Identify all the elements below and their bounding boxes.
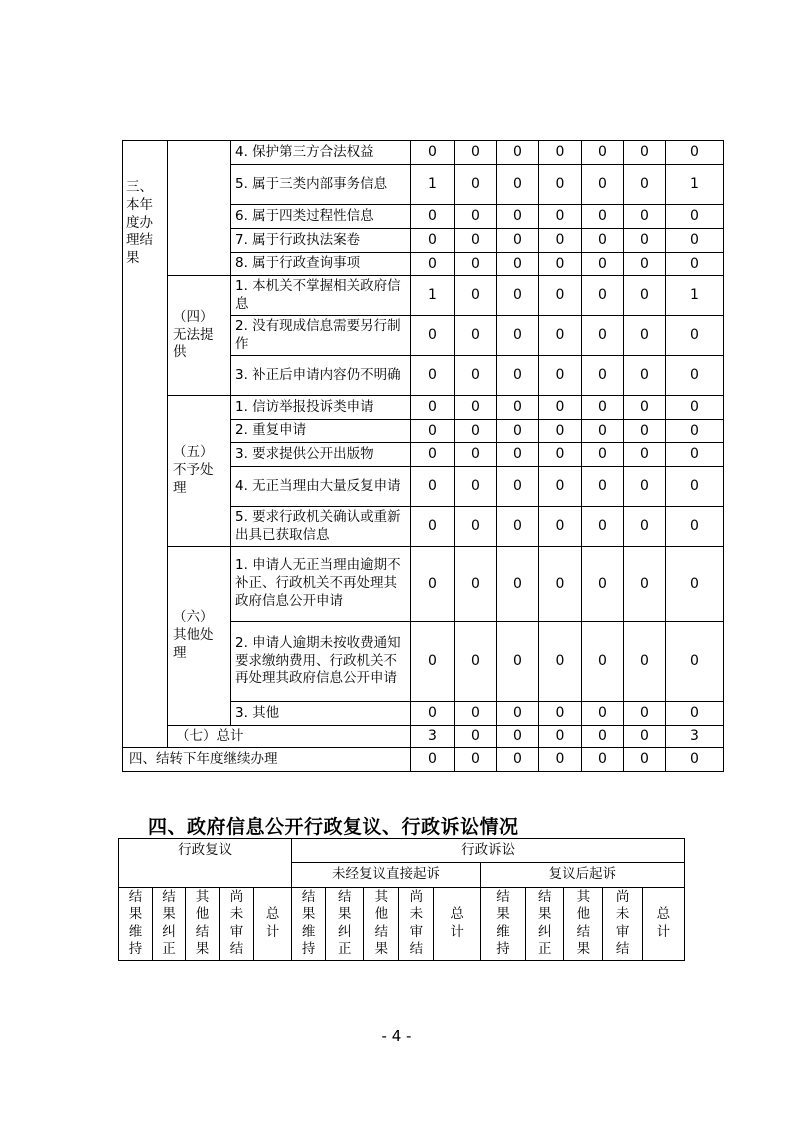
row-label: 7. 属于行政执法案卷 bbox=[231, 229, 411, 253]
vertical-label: 总计 bbox=[450, 906, 464, 940]
carry-over-row bbox=[123, 748, 724, 772]
value-cell: 0 bbox=[582, 165, 624, 205]
value-cell: 0 bbox=[497, 467, 539, 507]
table-row bbox=[119, 839, 685, 863]
section3-label-body: 本年度办理结果 bbox=[126, 196, 153, 267]
value-cell: 0 bbox=[539, 726, 582, 748]
total-label: （七）总计 bbox=[168, 726, 411, 748]
value-cell: 0 bbox=[582, 356, 624, 396]
column-header bbox=[326, 888, 364, 961]
direct-suit-header: 未经复议直接起诉 bbox=[292, 863, 481, 888]
value-cell: 0 bbox=[455, 165, 497, 205]
row-label: 1. 本机关不掌握相关政府信息 bbox=[231, 276, 411, 316]
table-row bbox=[123, 396, 724, 420]
row-label: 2. 没有现成信息需要另行制作 bbox=[231, 316, 411, 356]
value-cell: 0 bbox=[624, 702, 666, 726]
value-cell: 0 bbox=[624, 443, 666, 467]
value-cell: 0 bbox=[411, 141, 455, 165]
category-label: （四）无法提供 bbox=[173, 308, 214, 361]
value-cell: 0 bbox=[666, 420, 724, 443]
value-cell: 0 bbox=[624, 748, 666, 772]
value-cell: 0 bbox=[455, 141, 497, 165]
value-cell: 0 bbox=[539, 316, 582, 356]
value-cell: 0 bbox=[497, 205, 539, 229]
value-cell: 1 bbox=[411, 276, 455, 316]
value-cell: 0 bbox=[666, 443, 724, 467]
value-cell: 0 bbox=[455, 702, 497, 726]
column-header bbox=[254, 888, 292, 961]
column-header bbox=[220, 888, 254, 961]
value-cell: 0 bbox=[411, 702, 455, 726]
value-cell: 0 bbox=[539, 165, 582, 205]
value-cell: 0 bbox=[539, 229, 582, 253]
value-cell: 0 bbox=[582, 748, 624, 772]
value-cell: 0 bbox=[624, 547, 666, 622]
value-cell: 0 bbox=[539, 276, 582, 316]
value-cell: 0 bbox=[539, 141, 582, 165]
value-cell: 0 bbox=[455, 229, 497, 253]
value-cell: 0 bbox=[497, 622, 539, 702]
column-header bbox=[119, 888, 153, 961]
value-cell: 0 bbox=[497, 229, 539, 253]
value-cell: 0 bbox=[666, 141, 724, 165]
value-cell: 0 bbox=[582, 276, 624, 316]
value-cell: 0 bbox=[582, 702, 624, 726]
value-cell: 0 bbox=[497, 547, 539, 622]
value-cell: 0 bbox=[455, 467, 497, 507]
value-cell: 0 bbox=[411, 356, 455, 396]
value-cell: 0 bbox=[497, 726, 539, 748]
row-label: 4. 保护第三方合法权益 bbox=[231, 141, 411, 165]
vertical-label: 结果维持 bbox=[128, 889, 143, 957]
value-cell: 0 bbox=[411, 420, 455, 443]
value-cell: 0 bbox=[411, 396, 455, 420]
vertical-label: 尚未审结 bbox=[409, 889, 424, 957]
total-row bbox=[123, 726, 724, 748]
table-row bbox=[123, 141, 724, 165]
value-cell: 0 bbox=[624, 276, 666, 316]
value-cell: 0 bbox=[539, 702, 582, 726]
column-header bbox=[153, 888, 186, 961]
value-cell: 0 bbox=[455, 547, 497, 622]
value-cell: 0 bbox=[539, 547, 582, 622]
vertical-label: 结果纠正 bbox=[338, 889, 352, 957]
section3-label-head: 三、 bbox=[126, 179, 153, 195]
value-cell: 0 bbox=[411, 547, 455, 622]
value-cell: 0 bbox=[497, 316, 539, 356]
value-cell: 0 bbox=[582, 229, 624, 253]
column-header bbox=[480, 888, 525, 961]
value-cell: 0 bbox=[411, 748, 455, 772]
value-cell: 0 bbox=[582, 253, 624, 276]
row-label: 5. 要求行政机关确认或重新出具已获取信息 bbox=[231, 507, 411, 547]
vertical-label: 总计 bbox=[265, 906, 280, 940]
value-cell: 0 bbox=[455, 443, 497, 467]
row-label: 8. 属于行政查询事项 bbox=[231, 253, 411, 276]
value-cell: 0 bbox=[582, 420, 624, 443]
row-label: 3. 要求提供公开出版物 bbox=[231, 443, 411, 467]
category-label: （五）不予处理 bbox=[173, 444, 214, 496]
column-header bbox=[564, 888, 603, 961]
vertical-label: 其他结果 bbox=[374, 889, 389, 957]
value-cell: 0 bbox=[624, 165, 666, 205]
value-cell: 0 bbox=[411, 316, 455, 356]
value-cell: 0 bbox=[539, 748, 582, 772]
application-handling-table bbox=[122, 140, 724, 772]
value-cell: 0 bbox=[582, 622, 624, 702]
value-cell: 0 bbox=[666, 316, 724, 356]
value-cell: 1 bbox=[666, 165, 724, 205]
admin-review-header: 行政复议 bbox=[119, 839, 292, 888]
value-cell: 0 bbox=[624, 726, 666, 748]
value-cell: 1 bbox=[411, 165, 455, 205]
value-cell: 0 bbox=[666, 622, 724, 702]
value-cell: 0 bbox=[539, 507, 582, 547]
vertical-label: 总计 bbox=[656, 906, 671, 940]
group6-category bbox=[168, 547, 231, 726]
value-cell: 0 bbox=[624, 205, 666, 229]
value-cell: 0 bbox=[666, 467, 724, 507]
value-cell: 0 bbox=[666, 253, 724, 276]
value-cell: 0 bbox=[582, 726, 624, 748]
row-label: 2. 申请人逾期未按收费通知要求缴纳费用、行政机关不再处理其政府信息公开申请 bbox=[231, 622, 411, 702]
row-label: 2. 重复申请 bbox=[231, 420, 411, 443]
value-cell: 0 bbox=[582, 467, 624, 507]
value-cell: 0 bbox=[497, 253, 539, 276]
row-label: 4. 无正当理由大量反复申请 bbox=[231, 467, 411, 507]
value-cell: 0 bbox=[624, 622, 666, 702]
value-cell: 0 bbox=[539, 467, 582, 507]
row-label: 3. 补正后申请内容仍不明确 bbox=[231, 356, 411, 396]
value-cell: 0 bbox=[666, 547, 724, 622]
value-cell: 0 bbox=[411, 253, 455, 276]
value-cell: 0 bbox=[539, 443, 582, 467]
value-cell: 0 bbox=[666, 748, 724, 772]
value-cell: 0 bbox=[539, 205, 582, 229]
review-litigation-table bbox=[118, 838, 685, 961]
value-cell: 0 bbox=[497, 420, 539, 443]
row-label: 5. 属于三类内部事务信息 bbox=[231, 165, 411, 205]
value-cell: 0 bbox=[624, 467, 666, 507]
vertical-label: 结果维持 bbox=[301, 889, 316, 957]
litigation-header: 行政诉讼 bbox=[292, 839, 685, 863]
value-cell: 0 bbox=[582, 396, 624, 420]
vertical-label: 结果纠正 bbox=[537, 889, 552, 957]
value-cell: 0 bbox=[455, 356, 497, 396]
value-cell: 0 bbox=[455, 507, 497, 547]
value-cell: 0 bbox=[539, 356, 582, 396]
row-label: 3. 其他 bbox=[231, 702, 411, 726]
value-cell: 0 bbox=[666, 702, 724, 726]
column-header bbox=[364, 888, 399, 961]
value-cell: 0 bbox=[582, 205, 624, 229]
table-row bbox=[119, 888, 685, 961]
value-cell: 0 bbox=[624, 356, 666, 396]
value-cell: 0 bbox=[455, 748, 497, 772]
value-cell: 3 bbox=[666, 726, 724, 748]
value-cell: 0 bbox=[497, 276, 539, 316]
value-cell: 0 bbox=[582, 316, 624, 356]
column-header bbox=[399, 888, 434, 961]
value-cell: 3 bbox=[411, 726, 455, 748]
value-cell: 0 bbox=[497, 356, 539, 396]
column-header bbox=[603, 888, 642, 961]
value-cell: 0 bbox=[455, 253, 497, 276]
value-cell: 0 bbox=[497, 141, 539, 165]
vertical-label: 其他结果 bbox=[195, 889, 210, 957]
vertical-label: 其他结果 bbox=[576, 889, 591, 957]
vertical-label: 尚未审结 bbox=[615, 889, 630, 957]
page-number: - 4 - bbox=[381, 1027, 412, 1045]
value-cell: 0 bbox=[624, 253, 666, 276]
value-cell: 0 bbox=[497, 748, 539, 772]
post-review-suit-header: 复议后起诉 bbox=[480, 863, 684, 888]
section-title: 四、政府信息公开行政复议、行政诉讼情况 bbox=[148, 816, 519, 838]
value-cell: 0 bbox=[666, 356, 724, 396]
category-label: （六）其他处理 bbox=[173, 609, 214, 661]
table-row bbox=[123, 547, 724, 622]
value-cell: 0 bbox=[411, 467, 455, 507]
row-label: 1. 申请人无正当理由逾期不补正、行政机关不再处理其政府信息公开申请 bbox=[231, 547, 411, 622]
column-header bbox=[642, 888, 684, 961]
value-cell: 0 bbox=[582, 547, 624, 622]
blank-category bbox=[168, 141, 231, 276]
value-cell: 0 bbox=[411, 205, 455, 229]
value-cell: 0 bbox=[582, 507, 624, 547]
value-cell: 0 bbox=[624, 396, 666, 420]
table-row bbox=[123, 276, 724, 316]
column-header bbox=[186, 888, 220, 961]
value-cell: 0 bbox=[411, 622, 455, 702]
value-cell: 0 bbox=[455, 622, 497, 702]
value-cell: 0 bbox=[455, 205, 497, 229]
value-cell: 0 bbox=[497, 507, 539, 547]
value-cell: 0 bbox=[624, 229, 666, 253]
vertical-label: 尚未审结 bbox=[229, 889, 244, 957]
value-cell: 0 bbox=[497, 443, 539, 467]
value-cell: 1 bbox=[666, 276, 724, 316]
column-header bbox=[434, 888, 480, 961]
value-cell: 0 bbox=[666, 205, 724, 229]
vertical-label: 结果纠正 bbox=[162, 889, 176, 957]
value-cell: 0 bbox=[539, 622, 582, 702]
value-cell: 0 bbox=[539, 253, 582, 276]
column-header bbox=[526, 888, 564, 961]
value-cell: 0 bbox=[582, 443, 624, 467]
value-cell: 0 bbox=[582, 141, 624, 165]
value-cell: 0 bbox=[411, 443, 455, 467]
value-cell: 0 bbox=[666, 396, 724, 420]
value-cell: 0 bbox=[497, 165, 539, 205]
group5-category bbox=[168, 396, 231, 547]
value-cell: 0 bbox=[411, 229, 455, 253]
value-cell: 0 bbox=[539, 396, 582, 420]
value-cell: 0 bbox=[411, 507, 455, 547]
carry-over-label: 四、结转下年度继续办理 bbox=[123, 748, 411, 772]
value-cell: 0 bbox=[624, 316, 666, 356]
value-cell: 0 bbox=[624, 141, 666, 165]
row-label: 6. 属于四类过程性信息 bbox=[231, 205, 411, 229]
value-cell: 0 bbox=[624, 420, 666, 443]
value-cell: 0 bbox=[455, 276, 497, 316]
column-header bbox=[292, 888, 326, 961]
value-cell: 0 bbox=[455, 396, 497, 420]
value-cell: 0 bbox=[666, 507, 724, 547]
section3-header bbox=[123, 141, 168, 748]
row-label: 1. 信访举报投诉类申请 bbox=[231, 396, 411, 420]
vertical-label: 结果维持 bbox=[496, 889, 510, 957]
value-cell: 0 bbox=[455, 726, 497, 748]
value-cell: 0 bbox=[666, 229, 724, 253]
value-cell: 0 bbox=[455, 316, 497, 356]
value-cell: 0 bbox=[497, 396, 539, 420]
value-cell: 0 bbox=[455, 420, 497, 443]
value-cell: 0 bbox=[624, 507, 666, 547]
value-cell: 0 bbox=[497, 702, 539, 726]
group4-category bbox=[168, 276, 231, 396]
value-cell: 0 bbox=[539, 420, 582, 443]
